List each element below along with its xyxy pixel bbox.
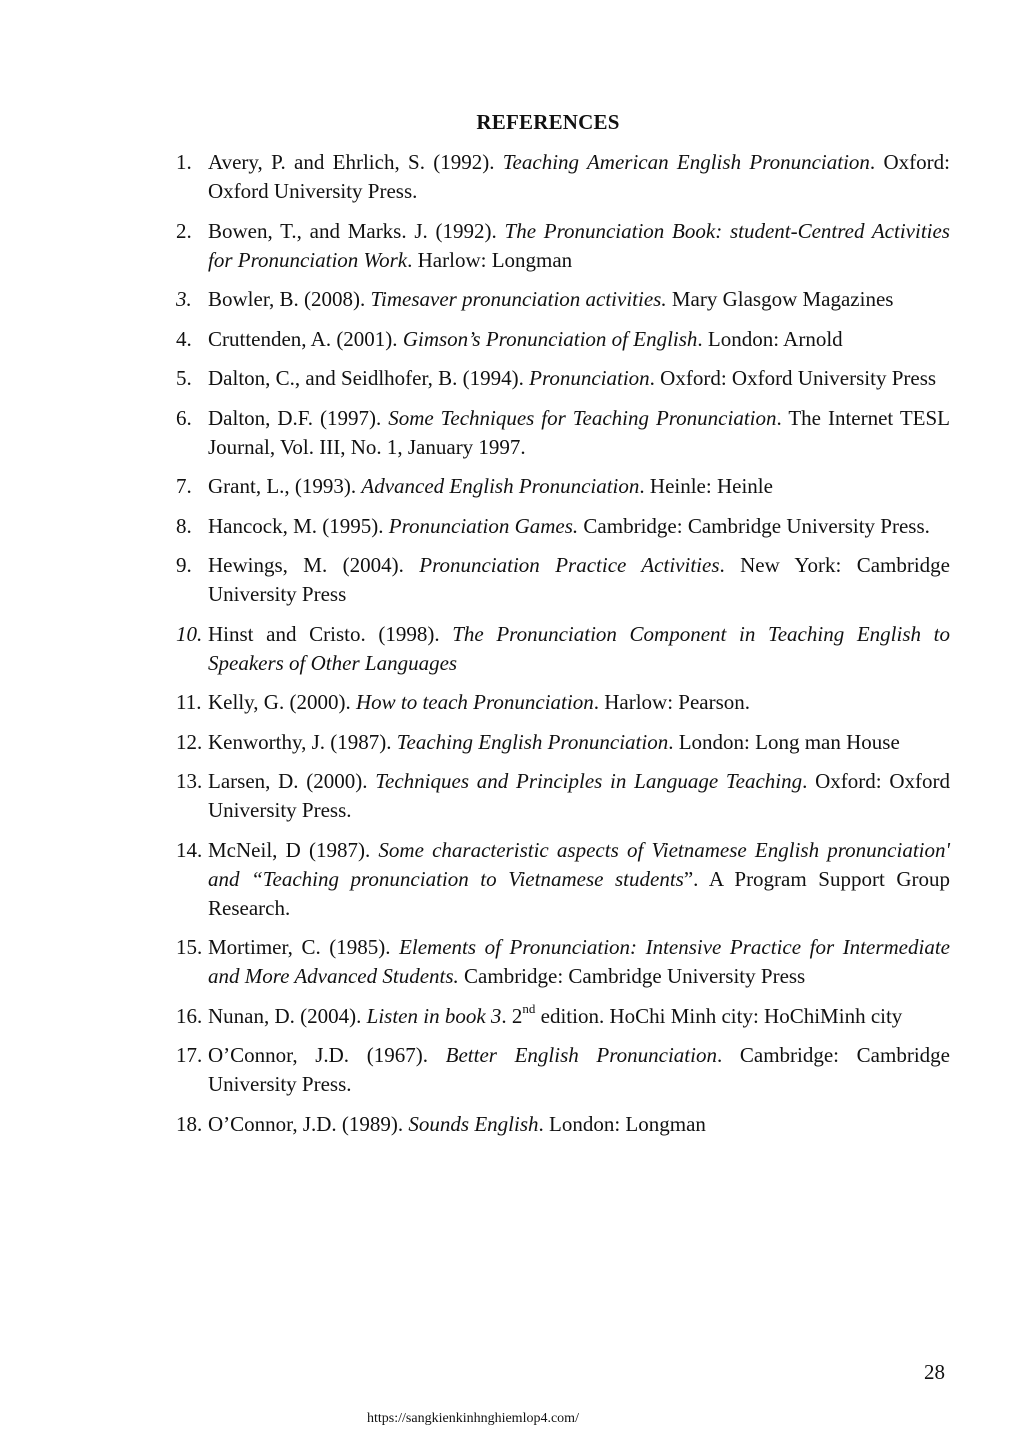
reference-number: 14. — [176, 837, 203, 862]
reference-publisher: . The Internet TESL Journal, Vol. III, No. 1, January 1997. — [208, 405, 950, 459]
reference-authors: Bowler, B. (2008). — [208, 287, 371, 311]
reference-item — [176, 1110, 950, 1139]
reference-number: 3. — [176, 287, 192, 311]
reference-number: 9. — [176, 553, 192, 577]
reference-item — [176, 1002, 950, 1031]
reference-publisher: ”. A Program Support Group Research. — [208, 866, 950, 920]
reference-item — [176, 325, 950, 354]
reference-item — [176, 551, 950, 609]
reference-number: 6. — [176, 405, 192, 430]
reference-publisher: . 2 — [501, 1003, 523, 1028]
reference-number: 13. — [176, 769, 203, 793]
reference-authors: Grant, L., (1993). — [208, 474, 362, 498]
page-number: 28 — [924, 1360, 945, 1384]
reference-authors: Mortimer, C. (1985). — [208, 935, 400, 959]
reference-number: 8. — [176, 513, 192, 538]
reference-authors: Cruttenden, A. (2001). — [208, 326, 403, 351]
reference-publisher: . Harlow: Pearson. — [593, 690, 751, 714]
reference-title: Pronunciation Games. — [388, 513, 579, 538]
reference-item — [176, 364, 950, 393]
reference-number: 12. — [176, 729, 203, 754]
reference-number: 2. — [176, 218, 192, 243]
reference-title: Pronunciation Practice Activities — [419, 553, 720, 577]
reference-publisher: . London: Longman — [538, 1111, 706, 1136]
reference-number: 4. — [176, 326, 192, 351]
reference-title: Some Techniques for Teaching Pronunciation — [388, 405, 777, 430]
reference-number: 10. — [176, 621, 203, 646]
reference-number: 1. — [176, 150, 192, 174]
footer-url[interactable]: https://sangkienkinhnghiemlop4.com/ — [367, 1411, 579, 1426]
reference-item — [176, 404, 950, 462]
ordinal-suffix: nd — [522, 1000, 536, 1016]
reference-publisher: . Oxford: Oxford University Press — [649, 366, 937, 390]
reference-authors: Nunan, D. (2004). — [208, 1003, 367, 1028]
reference-item — [176, 217, 950, 275]
reference-publisher: . Oxford: Oxford University Press. — [208, 150, 950, 203]
reference-title: Teaching English Pronunciation — [396, 729, 669, 754]
reference-title: Pronunciation — [529, 366, 650, 390]
reference-authors: McNeil, D (1987). — [208, 837, 379, 862]
reference-item — [176, 285, 950, 314]
reference-item — [176, 472, 950, 501]
reference-publisher: edition. HoChi Minh city: HoChiMinh city — [535, 1003, 903, 1028]
reference-title: Some characteristic aspects of Vietnamese English pronunciation' and “Teaching pronunciation to Vietnamese students — [208, 837, 950, 891]
reference-title: The Pronunciation Component in Teaching English to Speakers of Other Languages — [208, 621, 950, 675]
reference-authors: Bowen, T., and Marks. J. (1992). — [208, 218, 505, 243]
reference-list — [176, 148, 950, 1149]
reference-publisher: Cambridge: Cambridge University Press — [458, 964, 806, 988]
reference-authors: Hewings, M. (2004). — [208, 553, 420, 577]
reference-title: Timesaver pronunciation activities. — [370, 287, 667, 311]
reference-authors: O’Connor, J.D. (1967). — [208, 1043, 446, 1067]
reference-item — [176, 728, 950, 757]
reference-item — [176, 148, 950, 206]
reference-title: Listen in book 3 — [366, 1003, 502, 1028]
reference-title: Better English Pronunciation — [445, 1043, 717, 1067]
reference-item — [176, 836, 950, 923]
reference-authors: Dalton, C., and Seidlhofer, B. (1994). — [208, 366, 530, 390]
reference-authors: Hinst and Cristo. (1998). — [208, 621, 453, 646]
reference-title: How to teach Pronunciation — [355, 690, 594, 714]
reference-number: 18. — [176, 1111, 203, 1136]
reference-authors: Hancock, M. (1995). — [208, 513, 389, 538]
reference-number: 7. — [176, 474, 192, 498]
reference-number: 16. — [176, 1003, 203, 1028]
reference-publisher: . London: Long man House — [668, 729, 900, 754]
reference-title: The Pronunciation Book: student-Centred Activities for Pronunciation Work — [208, 218, 950, 272]
reference-item — [176, 620, 950, 678]
reference-publisher: Cambridge: Cambridge University Press. — [578, 513, 930, 538]
reference-publisher: . New York: Cambridge University Press — [208, 553, 951, 606]
reference-number: 11. — [176, 690, 202, 714]
reference-number: 15. — [176, 935, 203, 959]
reference-title: Advanced English Pronunciation — [361, 474, 640, 498]
reference-authors: Kenworthy, J. (1987). — [208, 729, 397, 754]
reference-publisher: . Harlow: Longman — [407, 247, 573, 272]
reference-item — [176, 767, 950, 825]
reference-item — [176, 933, 950, 991]
reference-title: Gimson’s Pronunciation of English — [402, 326, 698, 351]
reference-item — [176, 512, 950, 541]
reference-publisher: Mary Glasgow Magazines — [666, 287, 894, 311]
reference-item — [176, 1041, 950, 1099]
reference-authors: Larsen, D. (2000). — [208, 769, 376, 793]
reference-publisher: . Heinle: Heinle — [639, 474, 773, 498]
reference-authors: Kelly, G. (2000). — [208, 690, 356, 714]
reference-publisher: . Cambridge: Cambridge University Press. — [208, 1043, 950, 1096]
reference-title: Teaching American English Pronunciation — [502, 150, 870, 174]
reference-authors: Avery, P. and Ehrlich, S. (1992). — [208, 150, 503, 174]
reference-authors: Dalton, D.F. (1997). — [208, 405, 389, 430]
references-heading: REFERENCES — [476, 110, 620, 134]
reference-publisher: . Oxford: Oxford University Press. — [208, 769, 950, 822]
reference-title: Elements of Pronunciation: Intensive Practice for Intermediate and More Advanced Students. — [208, 935, 950, 988]
reference-title: Sounds English — [408, 1111, 539, 1136]
reference-item — [176, 688, 950, 717]
reference-publisher: . London: Arnold — [697, 326, 843, 351]
reference-number: 5. — [176, 366, 192, 390]
reference-authors: O’Connor, J.D. (1989). — [208, 1111, 409, 1136]
reference-number: 17. — [176, 1043, 203, 1067]
reference-title: Techniques and Principles in Language Teaching — [375, 769, 803, 793]
